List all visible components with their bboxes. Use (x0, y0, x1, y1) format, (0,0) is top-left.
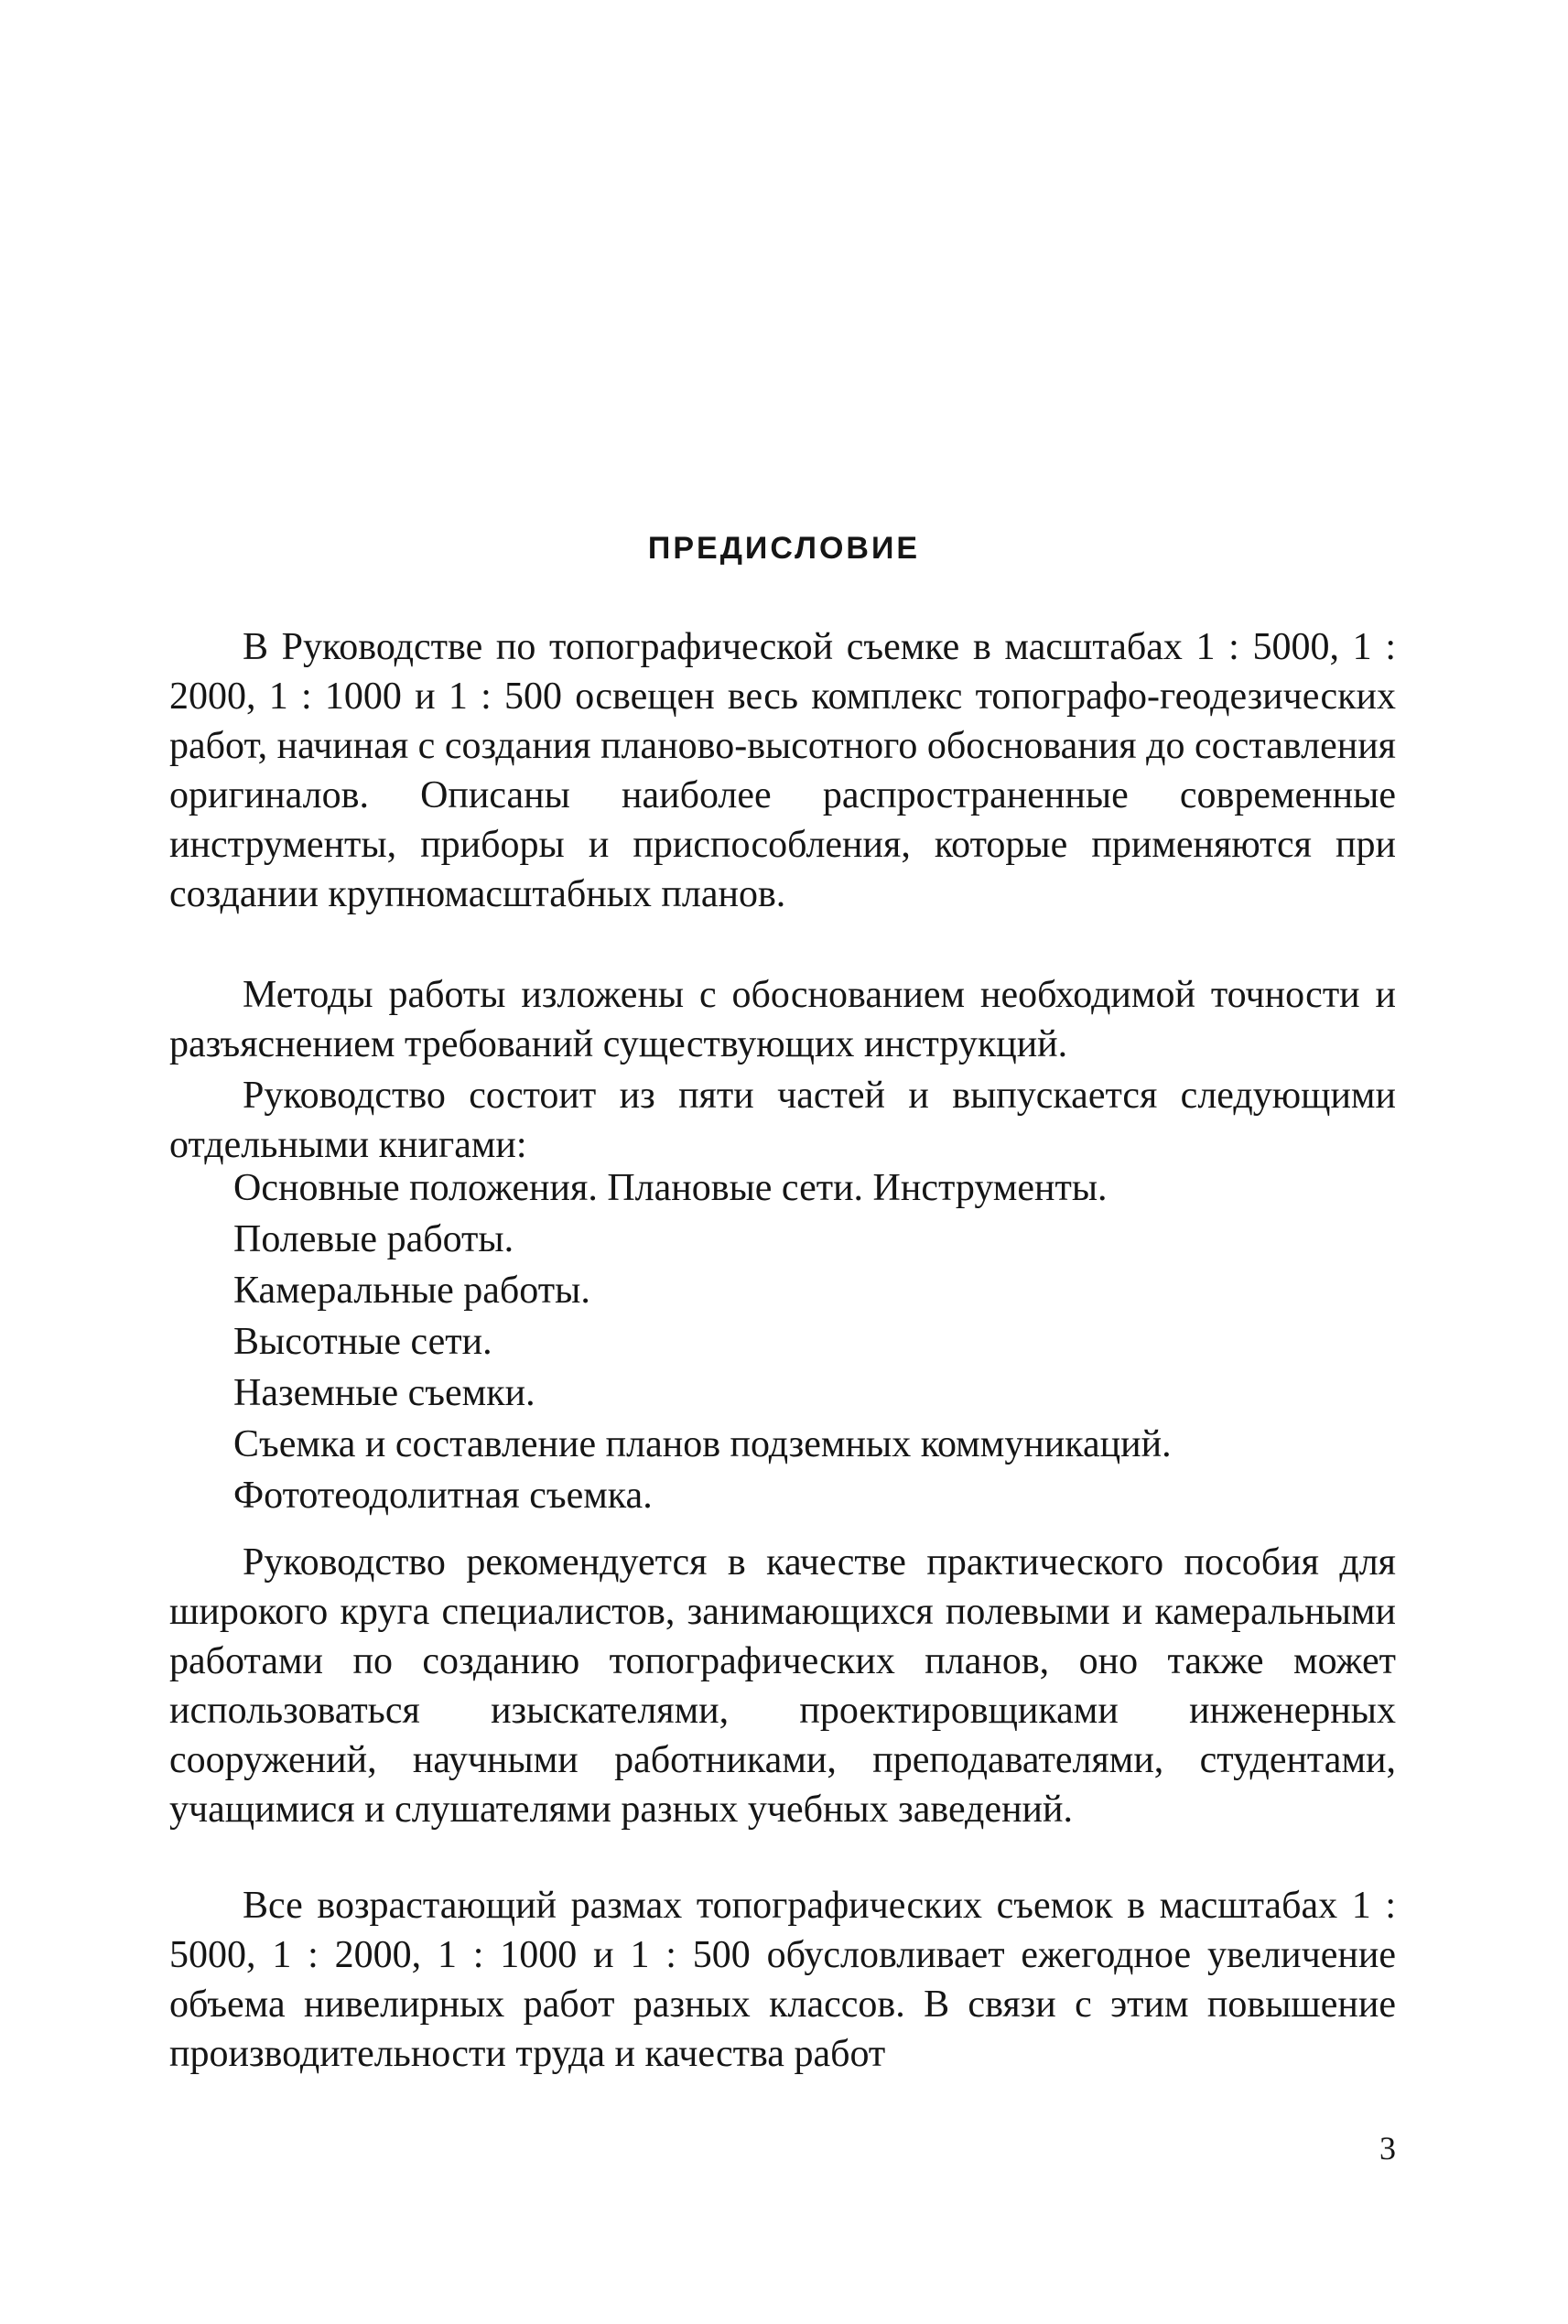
paragraph-intro: В Руководстве по топографической съемке в масштабах 1 : 5000, 1 : 2000, 1 : 1000 и 1 : 500 освещен весь комплекс топографо-геодезических работ, начиная с создания планово-высотного обоснования до составления оригиналов. Описаны наиболее распространенные современные инструменты, приборы и приспособления, которые применяются при создании крупномасштабных планов. (169, 626, 1396, 915)
paragraph-methods: Методы работы изложены с обоснованием необходимой точности и разъяснением требований существующих инструкций. (169, 974, 1396, 1065)
paragraph-growth: Все возрастающий размах топографических съемок в масштабах 1 : 5000, 1 : 2000, 1 : 1000 и 1 : 500 обусловливает ежегодное увеличение объема нивелирных работ разных классов. В связи с этим повышение производительности труда и качества работ (169, 1885, 1396, 2075)
page-number: 3 (1379, 2130, 1396, 2167)
book-list-item: Наземные съемки. (233, 1372, 535, 1414)
book-list-item: Основные положения. Плановые сети. Инструменты. (233, 1167, 1108, 1209)
book-list-item: Съемка и составление планов подземных коммуникаций. (233, 1423, 1172, 1465)
book-list-item: Высотные сети. (233, 1321, 492, 1363)
page-title: ПРЕДИСЛОВИЕ (647, 531, 921, 566)
paragraph-structure: Руководство состоит из пяти частей и выпускается следующими отдельными книгами: (169, 1075, 1396, 1166)
paragraph-audience: Руководство рекомендуется в качестве практического пособия для широкого круга специалистов, занимающихся полевыми и камеральными работами по созданию топографических планов, оно также может использоваться изыскателями, проектировщиками инженерных сооружений, научными работниками, преподавателями, студентами, учащимися и слушателями разных учебных заведений. (169, 1541, 1396, 1831)
book-list-item: Полевые работы. (233, 1218, 514, 1260)
book-list (233, 1162, 1405, 1521)
book-list-item: Камеральные работы. (233, 1270, 590, 1312)
book-list-item: Фототеодолитная съемка. (233, 1475, 653, 1517)
